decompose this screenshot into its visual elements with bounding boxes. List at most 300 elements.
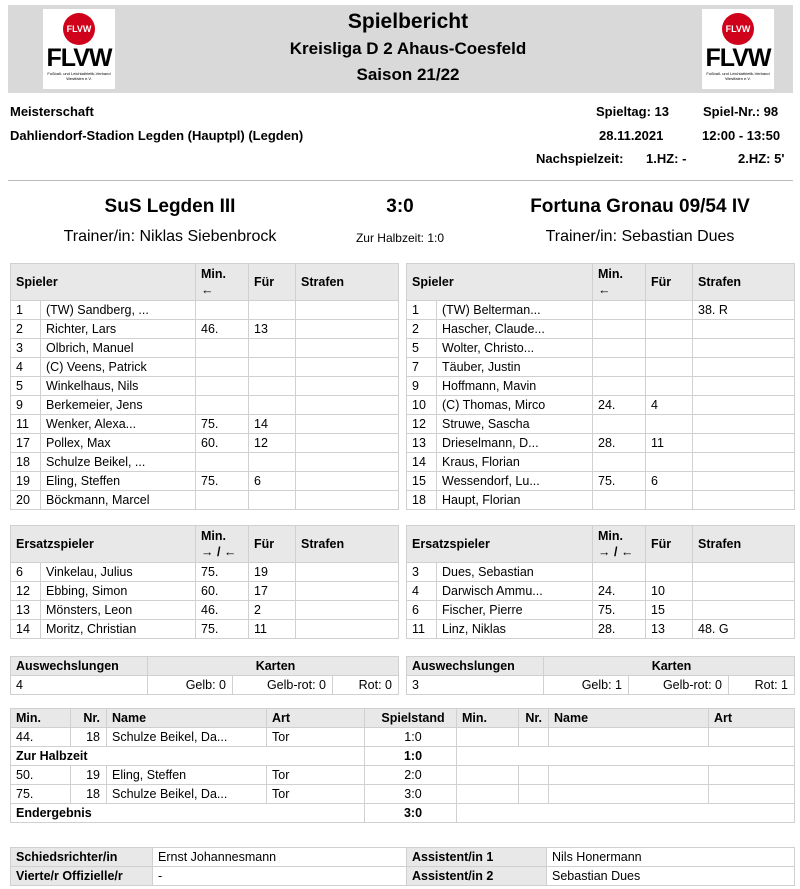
empty-cell [457, 728, 519, 747]
sub-minute [196, 301, 249, 320]
goals-summary-label: Zur Halbzeit [11, 747, 365, 766]
season-name: Saison 21/22 [356, 65, 460, 84]
sub-minute: 75. [196, 563, 249, 582]
player-name: Linz, Niklas [437, 620, 593, 639]
extra-time-first-half: 1.HZ: - [646, 151, 687, 166]
min-header: Min. [11, 709, 71, 728]
player-row [407, 377, 795, 396]
player-name: Pollex, Max [41, 434, 196, 453]
player-name: Berkemeier, Jens [41, 396, 196, 415]
shirt-number: 10 [407, 396, 437, 415]
players-header: Spieler [407, 264, 593, 301]
player-row [11, 434, 399, 453]
min-header: Min. → / ← [593, 526, 646, 563]
sub-minute: 75. [196, 415, 249, 434]
penalty [693, 491, 795, 510]
sub-minute [196, 453, 249, 472]
sub-minute: 28. [593, 620, 646, 639]
player-row [407, 582, 795, 601]
officials-row [11, 848, 795, 867]
substitutions-count: 4 [11, 676, 148, 695]
player-name: (C) Thomas, Mirco [437, 396, 593, 415]
player-name: Wolter, Christo... [437, 339, 593, 358]
player-name: Kraus, Florian [437, 453, 593, 472]
shirt-number: 13 [407, 434, 437, 453]
empty-cell [709, 785, 795, 804]
penalty [296, 563, 399, 582]
player-row [11, 301, 399, 320]
shirt-number: 3 [407, 563, 437, 582]
competition: Meisterschaft [10, 104, 94, 119]
sub-minute: 24. [593, 582, 646, 601]
player-row [11, 453, 399, 472]
goal-scorer: Schulze Beikel, Da... [107, 728, 267, 747]
shirt-number: 9 [407, 377, 437, 396]
sub-minute [593, 491, 646, 510]
sub-for [249, 491, 296, 510]
away-summary-table [406, 656, 795, 695]
sub-minute [196, 377, 249, 396]
score-header: Spielstand [365, 709, 457, 728]
player-row [407, 301, 795, 320]
player-row [11, 377, 399, 396]
nr-header: Nr. [71, 709, 107, 728]
empty-cell [709, 766, 795, 785]
penalty [296, 415, 399, 434]
empty-cell [457, 766, 519, 785]
table-header [11, 657, 399, 676]
league-name: Kreisliga D 2 Ahaus-Coesfeld [289, 39, 527, 58]
table-header [407, 657, 795, 676]
penalties-header: Strafen [693, 264, 795, 301]
match-date: 28.11.2021 [599, 128, 664, 143]
shirt-number: 18 [11, 453, 41, 472]
player-name: Wenker, Alexa... [41, 415, 196, 434]
goal-row [11, 728, 795, 747]
venue: Dahliendorf-Stadion Legden (Hauptpl) (Legden) [10, 128, 304, 143]
summary-row [407, 676, 795, 695]
match-number: Spiel-Nr.: 98 [703, 104, 779, 119]
penalty [296, 620, 399, 639]
sub-minute [593, 358, 646, 377]
penalty [693, 358, 795, 377]
player-row [11, 320, 399, 339]
penalty [296, 396, 399, 415]
sub-minute [196, 396, 249, 415]
player-name: (C) Veens, Patrick [41, 358, 196, 377]
penalty [296, 358, 399, 377]
name-header: Name [549, 709, 709, 728]
player-name: Dues, Sebastian [437, 563, 593, 582]
empty-cell [519, 785, 549, 804]
sub-for: 13 [249, 320, 296, 339]
assistant2-label: Assistent/in 2 [407, 867, 547, 886]
extra-time-label: Nachspielzeit: [536, 151, 624, 166]
player-row [407, 620, 795, 639]
sub-minute: 24. [593, 396, 646, 415]
player-row [407, 320, 795, 339]
players-header: Spieler [11, 264, 196, 301]
player-name: Richter, Lars [41, 320, 196, 339]
divider [8, 180, 793, 181]
for-header: Für [249, 526, 296, 563]
sub-for: 17 [249, 582, 296, 601]
sub-minute: 60. [196, 582, 249, 601]
player-name: Drieselmann, D... [437, 434, 593, 453]
yellow-red-cards: Gelb-rot: 0 [629, 676, 729, 695]
sub-for: 11 [646, 434, 693, 453]
officials-row [11, 867, 795, 886]
table-header [407, 526, 795, 563]
penalty [296, 301, 399, 320]
shirt-number: 12 [11, 582, 41, 601]
player-name: Moritz, Christian [41, 620, 196, 639]
player-row [407, 453, 795, 472]
logo-subtitle: Fußball- und Leichtathletik-Verband Westfalen e.V. [47, 71, 111, 81]
player-name: Fischer, Pierre [437, 601, 593, 620]
sub-minute [593, 320, 646, 339]
goal-shirt-number: 18 [71, 785, 107, 804]
logo-subtitle: Fußball- und Leichtathletik-Verband Westfalen e.V. [706, 71, 770, 81]
goal-minute: 44. [11, 728, 71, 747]
sub-minute: 46. [196, 601, 249, 620]
player-name: Struwe, Sascha [437, 415, 593, 434]
player-name: Eling, Steffen [41, 472, 196, 491]
player-row [407, 358, 795, 377]
player-row [11, 472, 399, 491]
sub-for: 4 [646, 396, 693, 415]
match-time: 12:00 - 13:50 [702, 128, 781, 143]
sub-minute: 46. [196, 320, 249, 339]
player-row [407, 491, 795, 510]
player-row [407, 601, 795, 620]
sub-for [249, 453, 296, 472]
player-row [407, 434, 795, 453]
sub-minute: 28. [593, 434, 646, 453]
goals-table [10, 708, 795, 823]
away-lineup-table [406, 263, 795, 510]
empty-cell [457, 785, 519, 804]
player-row [11, 415, 399, 434]
shirt-number: 14 [407, 453, 437, 472]
goal-scorer: Schulze Beikel, Da... [107, 785, 267, 804]
yellow-cards: Gelb: 1 [544, 676, 629, 695]
player-name: (TW) Sandberg, ... [41, 301, 196, 320]
player-row [11, 491, 399, 510]
sub-minute [593, 453, 646, 472]
player-name: Wessendorf, Lu... [437, 472, 593, 491]
sub-minute [196, 358, 249, 377]
sub-for [249, 396, 296, 415]
extra-time-second-half: 2.HZ: 5' [738, 151, 785, 166]
substitutions-header: Auswechslungen [11, 657, 148, 676]
table-header [407, 264, 795, 301]
shirt-number: 1 [407, 301, 437, 320]
penalties-header: Strafen [693, 526, 795, 563]
sub-for: 13 [646, 620, 693, 639]
type-header: Art [709, 709, 795, 728]
player-row [11, 582, 399, 601]
sub-for: 19 [249, 563, 296, 582]
sub-minute [593, 339, 646, 358]
goal-row [11, 785, 795, 804]
shirt-number: 12 [407, 415, 437, 434]
sub-for: 14 [249, 415, 296, 434]
type-header: Art [267, 709, 365, 728]
substitutions-count: 3 [407, 676, 544, 695]
penalty [693, 453, 795, 472]
fourth-official-label: Vierte/r Offizielle/r [11, 867, 153, 886]
shirt-number: 2 [407, 320, 437, 339]
goals-summary-label: Endergebnis [11, 804, 365, 823]
min-header: Min. ← [196, 264, 249, 301]
penalties-header: Strafen [296, 526, 399, 563]
horse-emblem-icon: FLVW [722, 13, 754, 45]
officials-table [10, 847, 795, 886]
sub-minute: 75. [196, 620, 249, 639]
shirt-number: 5 [407, 339, 437, 358]
shirt-number: 6 [407, 601, 437, 620]
goal-score: 1:0 [365, 728, 457, 747]
cards-header: Karten [544, 657, 795, 676]
player-row [407, 563, 795, 582]
penalty: 38. R [693, 301, 795, 320]
penalty [296, 491, 399, 510]
empty-cell [549, 766, 709, 785]
logo-text: FLVW [46, 44, 112, 72]
sub-minute: 75. [593, 601, 646, 620]
shirt-number: 5 [11, 377, 41, 396]
goal-type: Tor [267, 728, 365, 747]
sub-for [646, 415, 693, 434]
sub-for [646, 377, 693, 396]
player-name: Vinkelau, Julius [41, 563, 196, 582]
player-row [11, 358, 399, 377]
goals-summary-row [11, 804, 795, 823]
assistant1-label: Assistent/in 1 [407, 848, 547, 867]
home-trainer: Trainer/in: Niklas Siebenbrock [63, 228, 277, 245]
shirt-number: 19 [11, 472, 41, 491]
goal-row [11, 766, 795, 785]
sub-for [646, 491, 693, 510]
penalty [296, 320, 399, 339]
flvw-logo-left [43, 9, 115, 89]
page-title: Spielbericht [347, 10, 469, 33]
penalties-header: Strafen [296, 264, 399, 301]
assistant1-name: Nils Honermann [547, 848, 795, 867]
shirt-number: 18 [407, 491, 437, 510]
shirt-number: 3 [11, 339, 41, 358]
sub-for: 2 [249, 601, 296, 620]
goal-minute: 75. [11, 785, 71, 804]
sub-for: 10 [646, 582, 693, 601]
subs-header: Ersatzspieler [407, 526, 593, 563]
goal-type: Tor [267, 766, 365, 785]
penalty [296, 377, 399, 396]
penalty [693, 472, 795, 491]
player-row [11, 339, 399, 358]
penalty [693, 563, 795, 582]
home-team-name: SuS Legden III [104, 196, 236, 217]
penalty [693, 434, 795, 453]
penalty [693, 377, 795, 396]
shirt-number: 15 [407, 472, 437, 491]
table-header [11, 709, 795, 728]
red-cards: Rot: 0 [333, 676, 399, 695]
penalty [693, 415, 795, 434]
player-name: (TW) Belterman... [437, 301, 593, 320]
player-row [407, 472, 795, 491]
player-name: Schulze Beikel, ... [41, 453, 196, 472]
sub-minute: 75. [196, 472, 249, 491]
empty-cell [709, 728, 795, 747]
shirt-number: 9 [11, 396, 41, 415]
sub-for: 15 [646, 601, 693, 620]
substitutions-header: Auswechslungen [407, 657, 544, 676]
red-cards: Rot: 1 [729, 676, 795, 695]
penalty [693, 601, 795, 620]
matchday: Spieltag: 13 [596, 104, 669, 119]
penalty [296, 434, 399, 453]
sub-minute: 60. [196, 434, 249, 453]
fourth-official-name: - [153, 867, 407, 886]
sub-for [646, 358, 693, 377]
player-row [11, 620, 399, 639]
final-score: 3:0 [386, 196, 414, 217]
yellow-cards: Gelb: 0 [148, 676, 233, 695]
sub-for [249, 377, 296, 396]
penalty [296, 582, 399, 601]
min-header: Min. → / ← [196, 526, 249, 563]
horse-emblem-icon: FLVW [63, 13, 95, 45]
home-summary-table [10, 656, 399, 695]
player-row [407, 339, 795, 358]
sub-minute: 75. [593, 472, 646, 491]
sub-minute [593, 377, 646, 396]
player-row [11, 601, 399, 620]
for-header: Für [646, 264, 693, 301]
penalty [296, 601, 399, 620]
sub-for [249, 339, 296, 358]
header-band [8, 5, 793, 93]
table-header [11, 264, 399, 301]
empty-cell [457, 747, 795, 766]
penalty [693, 320, 795, 339]
shirt-number: 11 [11, 415, 41, 434]
sub-for [249, 358, 296, 377]
player-row [11, 396, 399, 415]
table-header [11, 526, 399, 563]
sub-minute [593, 415, 646, 434]
away-team-name: Fortuna Gronau 09/54 IV [530, 196, 750, 217]
shirt-number: 4 [11, 358, 41, 377]
sub-for [646, 339, 693, 358]
name-header: Name [107, 709, 267, 728]
player-name: Darwisch Ammu... [437, 582, 593, 601]
referee-label: Schiedsrichter/in [11, 848, 153, 867]
sub-for [249, 301, 296, 320]
penalty [693, 339, 795, 358]
empty-cell [519, 728, 549, 747]
penalty [693, 582, 795, 601]
sub-for: 6 [249, 472, 296, 491]
sub-for [646, 320, 693, 339]
home-lineup-table [10, 263, 399, 510]
goals-summary-row [11, 747, 795, 766]
shirt-number: 20 [11, 491, 41, 510]
nr-header: Nr. [519, 709, 549, 728]
referee-name: Ernst Johannesmann [153, 848, 407, 867]
player-name: Olbrich, Manuel [41, 339, 196, 358]
sub-minute [196, 491, 249, 510]
sub-for: 11 [249, 620, 296, 639]
shirt-number: 1 [11, 301, 41, 320]
away-trainer: Trainer/in: Sebastian Dues [545, 228, 735, 245]
for-header: Für [646, 526, 693, 563]
shirt-number: 17 [11, 434, 41, 453]
player-row [407, 415, 795, 434]
goal-shirt-number: 18 [71, 728, 107, 747]
player-row [407, 396, 795, 415]
yellow-red-cards: Gelb-rot: 0 [233, 676, 333, 695]
player-name: Täuber, Justin [437, 358, 593, 377]
sub-for [646, 301, 693, 320]
sub-minute [593, 563, 646, 582]
penalty [296, 339, 399, 358]
goal-shirt-number: 19 [71, 766, 107, 785]
goal-score: 2:0 [365, 766, 457, 785]
shirt-number: 13 [11, 601, 41, 620]
shirt-number: 4 [407, 582, 437, 601]
sub-for: 6 [646, 472, 693, 491]
goal-scorer: Eling, Steffen [107, 766, 267, 785]
flvw-logo-right [702, 9, 774, 89]
player-name: Hascher, Claude... [437, 320, 593, 339]
shirt-number: 2 [11, 320, 41, 339]
sub-minute [196, 339, 249, 358]
empty-cell [549, 728, 709, 747]
summary-row [11, 676, 399, 695]
report-title-block [138, 8, 678, 88]
min-header: Min. [457, 709, 519, 728]
away-subs-table [406, 525, 795, 639]
goal-type: Tor [267, 785, 365, 804]
player-name: Mönsters, Leon [41, 601, 196, 620]
player-name: Hoffmann, Mavin [437, 377, 593, 396]
goal-minute: 50. [11, 766, 71, 785]
for-header: Für [249, 264, 296, 301]
empty-cell [457, 804, 795, 823]
assistant2-name: Sebastian Dues [547, 867, 795, 886]
penalty [693, 396, 795, 415]
logo-text: FLVW [705, 44, 771, 72]
player-name: Haupt, Florian [437, 491, 593, 510]
min-header: Min. ← [593, 264, 646, 301]
cards-header: Karten [148, 657, 399, 676]
subs-header: Ersatzspieler [11, 526, 196, 563]
goal-score: 3:0 [365, 785, 457, 804]
penalty [296, 472, 399, 491]
shirt-number: 7 [407, 358, 437, 377]
player-name: Ebbing, Simon [41, 582, 196, 601]
player-name: Böckmann, Marcel [41, 491, 196, 510]
shirt-number: 14 [11, 620, 41, 639]
sub-for: 12 [249, 434, 296, 453]
shirt-number: 6 [11, 563, 41, 582]
halftime-score: Zur Halbzeit: 1:0 [355, 231, 445, 245]
goals-summary-score: 1:0 [365, 747, 457, 766]
sub-for [646, 563, 693, 582]
